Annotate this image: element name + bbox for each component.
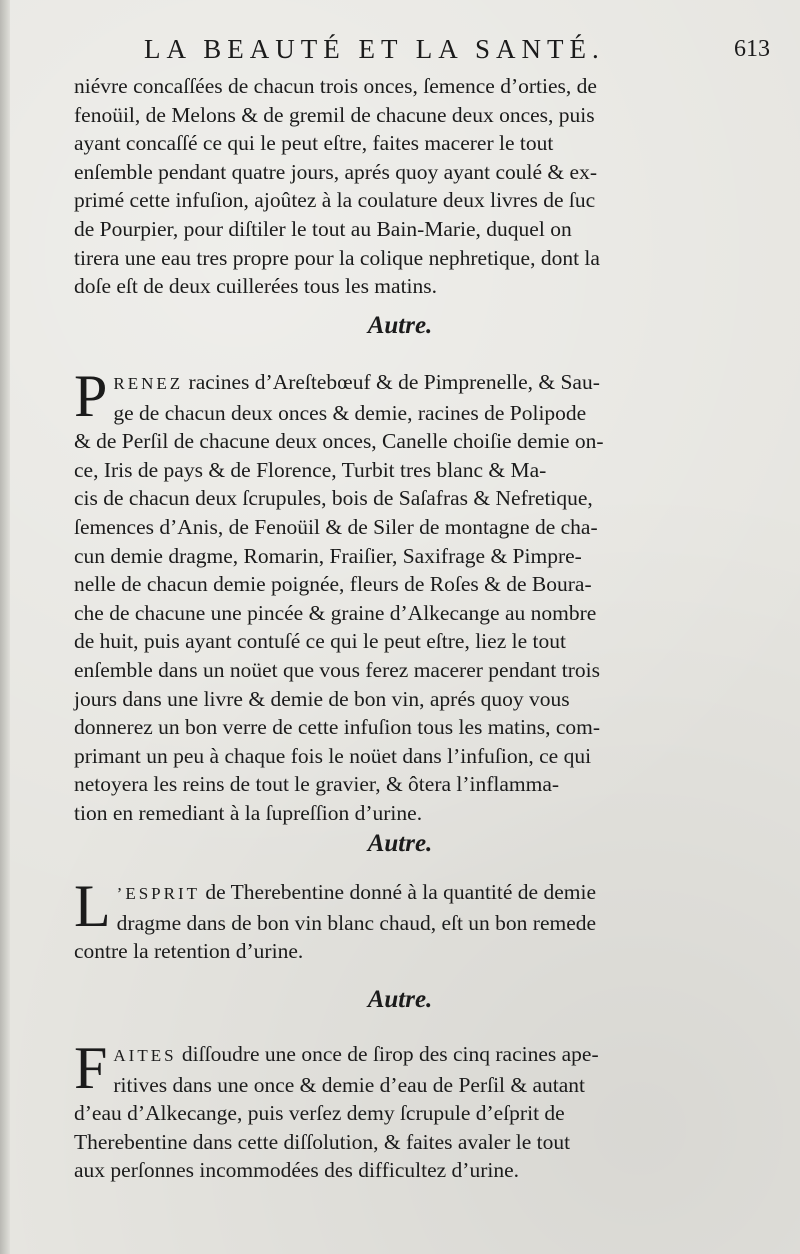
text-line: che de chacune une pincée & graine d’Alkecange au nombre xyxy=(74,600,597,625)
drop-cap: F xyxy=(74,1035,108,1101)
text-line: diſſoudre une once de ſirop des cinq racines ape- xyxy=(176,1042,599,1066)
opening-word: AITES xyxy=(113,1046,177,1065)
text-line: ſemences d’Anis, de Fenoüil & de Siler de montagne de cha- xyxy=(74,514,598,539)
text-line: dragme dans de bon vin blanc chaud, eſt un bon remede xyxy=(116,910,597,935)
text-line: tion en remediant à la ſupreſſion d’urine. xyxy=(74,800,423,825)
text-line: de Pourpier, pour diſtiler le tout au Bain-Marie, duquel on xyxy=(74,216,572,241)
section-heading: Autre. xyxy=(367,830,433,857)
text-line: enſemble pendant quatre jours, aprés quoy ayant coulé & ex- xyxy=(74,159,597,184)
page-number: 613 xyxy=(734,36,770,62)
text-line: & de Perſil de chacune deux onces, Canelle choiſie demie on- xyxy=(74,429,604,454)
text-line: ayant concaſſé ce qui le peut eſtre, faites macerer le tout xyxy=(74,131,554,156)
text-line: cun demie dragme, Romarin, Fraiſier, Saxifrage & Pimpre- xyxy=(74,543,582,568)
recipe-paragraph xyxy=(74,1035,702,1185)
text-line: de Therebentine donné à la quantité de demie xyxy=(200,880,596,904)
text-line: ge de chacun deux onces & demie, racines de Polipode xyxy=(113,400,587,425)
text-line: donnerez un bon verre de cette infuſion tous les matins, com- xyxy=(74,715,600,740)
text-line: cis de chacun deux ſcrupules, bois de Saſafras & Nefretique, xyxy=(74,486,593,511)
drop-cap: L xyxy=(74,873,111,939)
text-line: tirera une eau tres propre pour la colique nephretique, dont la xyxy=(74,245,600,270)
text-line: primant un peu à chaque fois le noüet dans l’infuſion, ce qui xyxy=(74,743,592,768)
text-line: niévre concaſſées de chacun trois onces, ſemence d’orties, de xyxy=(74,74,597,98)
text-line: d’eau d’Alkecange, puis verſez demy ſcrupule d’eſprit de xyxy=(74,1101,565,1126)
page-edge-shadow xyxy=(0,0,10,1254)
text-line: fenoüil, de Melons & de gremil de chacune deux onces, puis xyxy=(74,102,595,127)
recipe-paragraph xyxy=(74,873,702,966)
drop-cap: P xyxy=(74,363,108,429)
text-line: contre la retention d’urine. xyxy=(74,939,304,964)
intro-paragraph xyxy=(74,72,702,301)
text-line: jours dans une livre & demie de bon vin, aprés quoy vous xyxy=(74,686,570,711)
text-line: enſemble dans un noüet que vous ferez macerer pendant trois xyxy=(74,657,600,682)
text-line: racines d’Areſtebœuf & de Pimprenelle, & Sau- xyxy=(183,370,600,394)
page-header xyxy=(70,34,770,74)
text-line: netoyera les reins de tout le gravier, & ôtera l’inflamma- xyxy=(74,772,560,797)
text-line: ritives dans une once & demie d’eau de Perſil & autant xyxy=(113,1072,586,1097)
text-line: doſe eſt de deux cuillerées tous les matins. xyxy=(74,274,438,299)
text-line: de huit, puis ayant contuſé ce qui le peut eſtre, liez le tout xyxy=(74,629,566,654)
opening-word: ’ESPRIT xyxy=(116,884,200,903)
text-line: nelle de chacun demie poignée, fleurs de Roſes & de Boura- xyxy=(74,572,592,597)
text-line: aux perſonnes incommodées des difficultez d’urine. xyxy=(74,1158,519,1183)
recipe-paragraph xyxy=(74,363,702,828)
section-heading: Autre. xyxy=(367,986,433,1013)
text-line: ce, Iris de pays & de Florence, Turbit tres blanc & Ma- xyxy=(74,457,547,482)
running-title: LA BEAUTÉ ET LA SANTÉ. xyxy=(144,34,605,64)
text-line: primé cette infuſion, ajoûtez à la coulature deux livres de ſuc xyxy=(74,188,596,213)
section-heading: Autre. xyxy=(367,312,433,339)
text-line: Therebentine dans cette diſſolution, & faites avaler le tout xyxy=(74,1129,571,1154)
opening-word: RENEZ xyxy=(113,374,184,393)
